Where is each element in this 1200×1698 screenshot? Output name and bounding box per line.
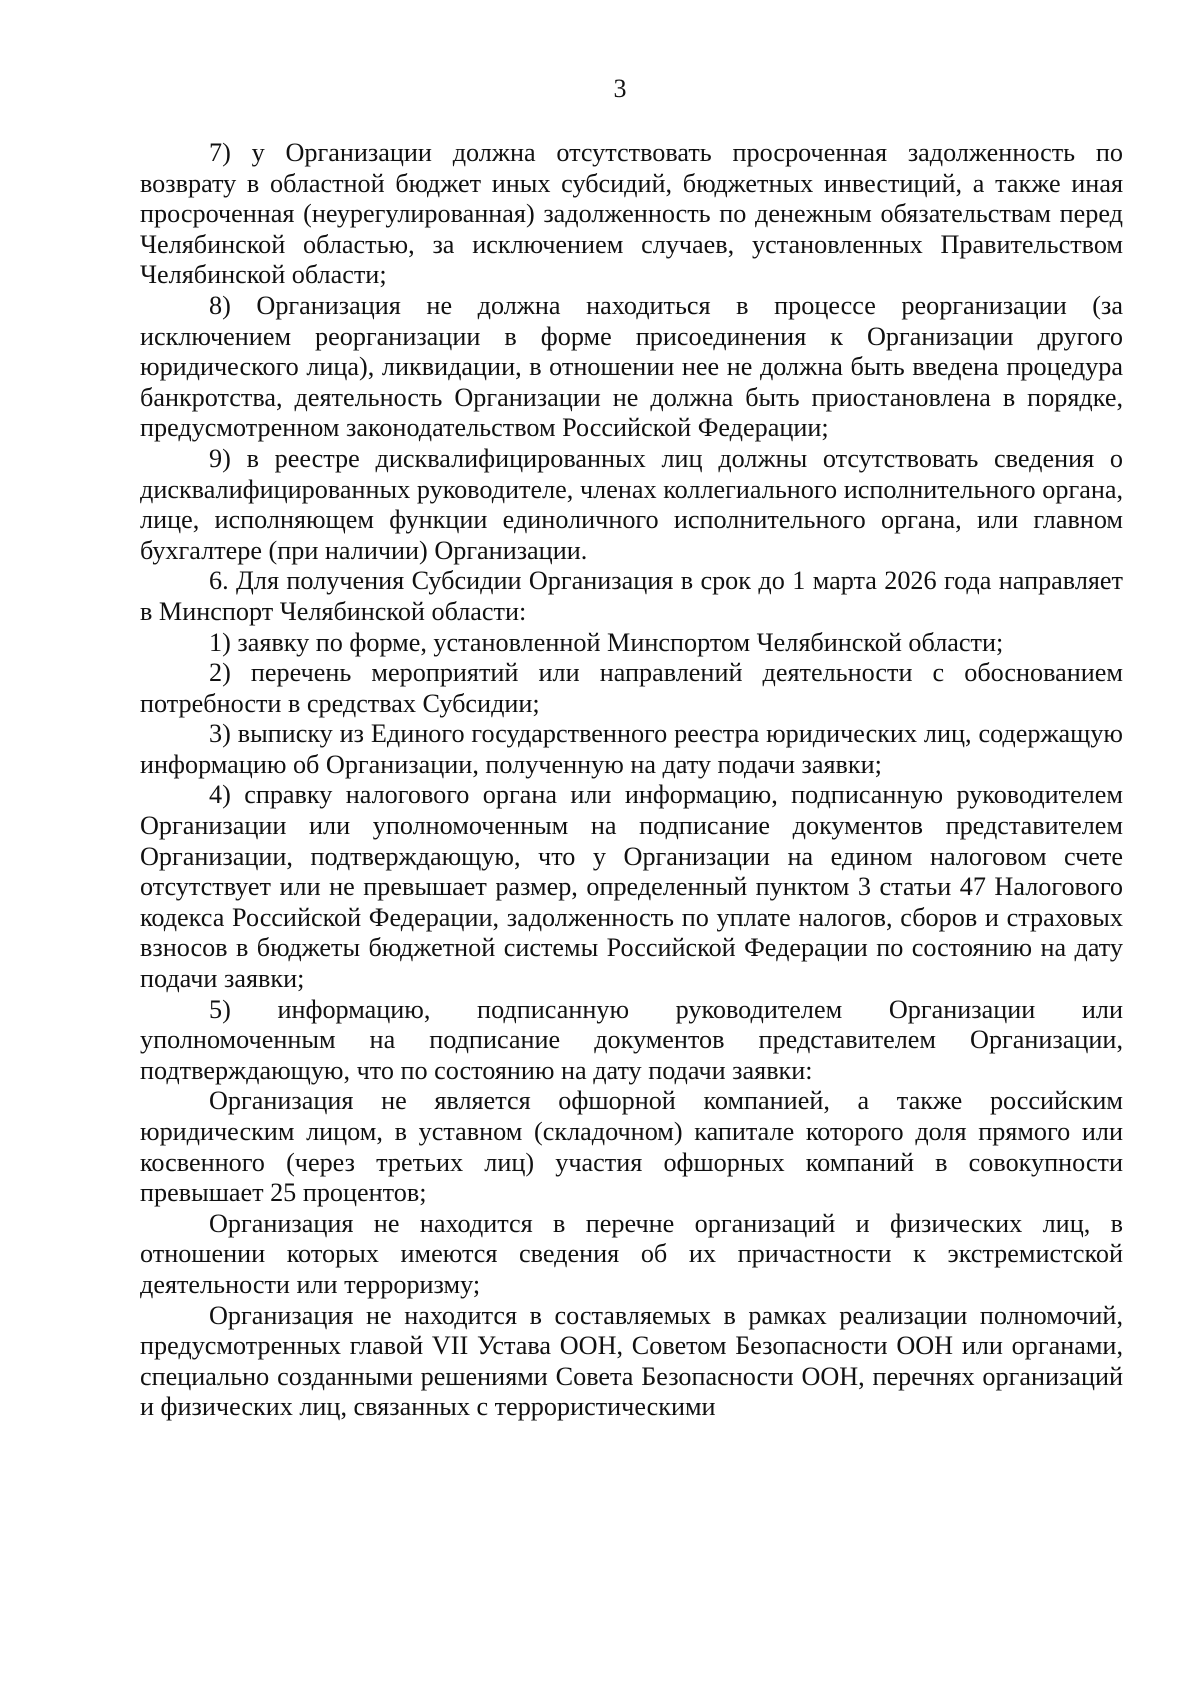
document-body [140,138,1123,1423]
page-number: 3 [613,74,627,103]
paragraph-subitem-5: 5) информацию, подписанную руководителем Организации или уполномоченным на подписание документов представителем Организации, подтверждающую, что по состоянию на дату подачи заявки: [140,994,1123,1085]
paragraph-subitem-2: 2) перечень мероприятий или направлений деятельности с обоснованием потребности в средствах Субсидии; [140,658,1123,718]
paragraph-un-lists: Организация не находится в составляемых в рамках реализации полномочий, предусмотренных главой VII Устава ООН, Советом Безопасности ООН или органами, специально созданными решениями Совета Безопасности ООН, перечнях организаций и физических лиц, связанных с террористическими [140,1300,1123,1422]
paragraph-subitem-3: 3) выписку из Единого государственного реестра юридических лиц, содержащую информацию об Организации, полученную на дату подачи заявки; [140,719,1123,779]
paragraph-item-8: 8) Организация не должна находиться в процессе реорганизации (за исключением реорганизации в форме присоединения к Организации другого юридического лица), ликвидации, в отношении нее не должна быть введена процедура банкротства, деятельность Организации не должна быть приостановлена в порядке, предусмотренном законодательством Российской Федерации; [140,290,1123,443]
paragraph-item-9: 9) в реестре дисквалифицированных лиц должны отсутствовать сведения о дисквалифицированных руководителе, членах коллегиального исполнительного органа, лице, исполняющем функции единоличного исполнительного органа, или главном бухгалтере (при наличии) Организации. [140,443,1123,565]
paragraph-subitem-4: 4) справку налогового органа или информацию, подписанную руководителем Организации или уполномоченным на подписание документов представителем Организации, подтверждающую, что у Организации на едином налоговом счете отсутствует или не превышает размер, определенный пунктом 3 статьи 47 Налогового кодекса Российской Федерации, задолженность по уплате налогов, сборов и страховых взносов в бюджеты бюджетной системы Российской Федерации по состоянию на дату подачи заявки; [140,780,1123,994]
paragraph-subitem-1: 1) заявку по форме, установленной Минспортом Челябинской области; [209,627,1004,657]
paragraph-clause-6: 6. Для получения Субсидии Организация в срок до 1 марта 2026 года направляет в Минспорт Челябинской области: [140,566,1123,626]
paragraph-item-7: 7) у Организации должна отсутствовать просроченная задолженность по возврату в областной бюджет иных субсидий, бюджетных инвестиций, а также иная просроченная (неурегулированная) задолженность по денежным обязательствам перед Челябинской областью, за исключением случаев, установленных Правительством Челябинской области; [140,138,1123,290]
paragraph-offshore: Организация не является офшорной компанией, а также российским юридическим лицом, в уставном (складочном) капитале которого доля прямого или косвенного (через третьих лиц) участия офшорных компаний в совокупности превышает 25 процентов; [140,1086,1123,1208]
paragraph-extremism: Организация не находится в перечне организаций и физических лиц, в отношении которых имеются сведения об их причастности к экстремистской деятельности или терроризму; [140,1208,1123,1299]
